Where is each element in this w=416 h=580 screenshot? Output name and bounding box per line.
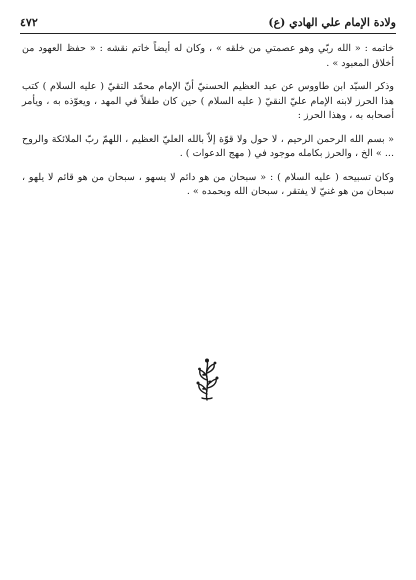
page-number: ٤٧٢ xyxy=(20,16,38,29)
paragraph-seal-inscription: خاتمه : « الله ربّي وهو عصمتي من خلقه » ، وكان له أيضاً خاتم نقشه : « حفظ العهود من أخلاق المعبود » . xyxy=(22,43,394,69)
page-header xyxy=(20,16,396,32)
paragraph-tasbih: وكان تسبيحه ( عليه السلام ) : « سبحان من هو دائم لا يسهو ، سبحان من هو قائم لا يلهو ، سبحان من هو غنيّ لا يفتقر ، سبحان الله وبحمده » . xyxy=(22,171,394,197)
floral-ornament-icon xyxy=(190,358,224,402)
paragraph-hirz-narration: وذكر السيّد ابن طاووس عن عبد العظيم الحسنيّ أنّ الإمام محمّد التقيّ ( عليه السلام ) كتب هذا الحرز لابنه الإمام عليّ النقيّ ( عليه السلام ) حين كان طفلاً في المهد ، ويعوّذه به ، ويأمر أصحابه به ، وهذا الحرز : xyxy=(22,81,394,121)
page-body xyxy=(22,42,394,209)
running-title: ولادة الإمام علي الهادي (ع) xyxy=(268,16,396,29)
paragraph-hirz-text: « بسم الله الرحمن الرحيم ، لا حول ولا قوّة إلاّ بالله العليّ العظيم ، اللهمّ ربّ الملائكة والروح ... » الخ ، والحرز بكامله موجود في ( مهج الدعوات ) . xyxy=(22,133,394,159)
header-rule xyxy=(20,33,396,34)
